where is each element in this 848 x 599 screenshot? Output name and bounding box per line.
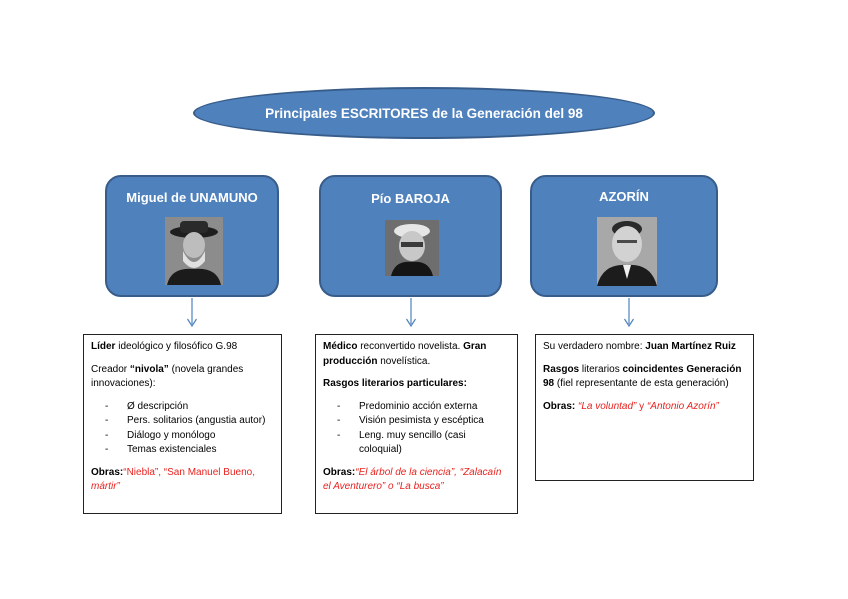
list-item: - Visión pesimista y escéptica <box>323 414 510 429</box>
description-box-azorin <box>535 334 754 481</box>
unamuno-portrait-icon <box>165 217 223 285</box>
author-box-baroja <box>319 175 502 297</box>
baroja-profession: Médico reconvertido novelista. Gran producción novelística. <box>323 341 487 367</box>
author-box-unamuno <box>105 175 279 297</box>
unamuno-works: Obras:“Niebla”, “San Manuel Bueno, mártir” <box>91 466 255 492</box>
azorin-works: Obras: “La voluntad” y “Antonio Azorín” <box>543 400 719 412</box>
list-item: - Ø descripción <box>91 400 274 415</box>
arrow-baroja <box>405 298 417 328</box>
list-item: - Predominio acción externa <box>323 400 510 415</box>
baroja-works: Obras:“El árbol de la ciencia”, “Zalacaín el Aventurero” o “La busca” <box>323 466 502 492</box>
baroja-traits-list <box>323 400 510 458</box>
author-name-azorin: AZORÍN <box>599 189 649 204</box>
azorin-portrait-icon <box>597 217 657 286</box>
unamuno-traits-list <box>91 400 274 458</box>
unamuno-nivola: Creador “nivola” (novela grandes innovaciones): <box>91 363 244 389</box>
title-ellipse <box>193 87 655 139</box>
list-item: - Leng. muy sencillo (casi coloquial) <box>323 429 510 458</box>
list-item: - Diálogo y monólogo <box>91 429 274 444</box>
author-box-azorin <box>530 175 718 297</box>
unamuno-leader: Líder ideológico y filosófico G.98 <box>91 341 238 352</box>
baroja-portrait-icon <box>385 220 439 276</box>
arrow-unamuno <box>186 298 198 328</box>
baroja-traits-heading: Rasgos literarios particulares: <box>323 378 467 389</box>
azorin-traits: Rasgos literarios coincidentes Generación 98 (fiel representante de esta generación) <box>543 363 742 389</box>
list-item: - Pers. solitarios (angustia autor) <box>91 414 274 429</box>
arrow-azorin <box>623 298 635 328</box>
azorin-real-name: Su verdadero nombre: Juan Martínez Ruiz <box>543 341 736 352</box>
description-box-baroja <box>315 334 518 514</box>
author-name-baroja: Pío BAROJA <box>371 191 450 206</box>
author-name-unamuno: Miguel de UNAMUNO <box>126 190 258 205</box>
description-box-unamuno <box>83 334 282 514</box>
list-item: - Temas existenciales <box>91 443 274 458</box>
diagram-title: Principales ESCRITORES de la Generación del 98 <box>265 105 583 121</box>
